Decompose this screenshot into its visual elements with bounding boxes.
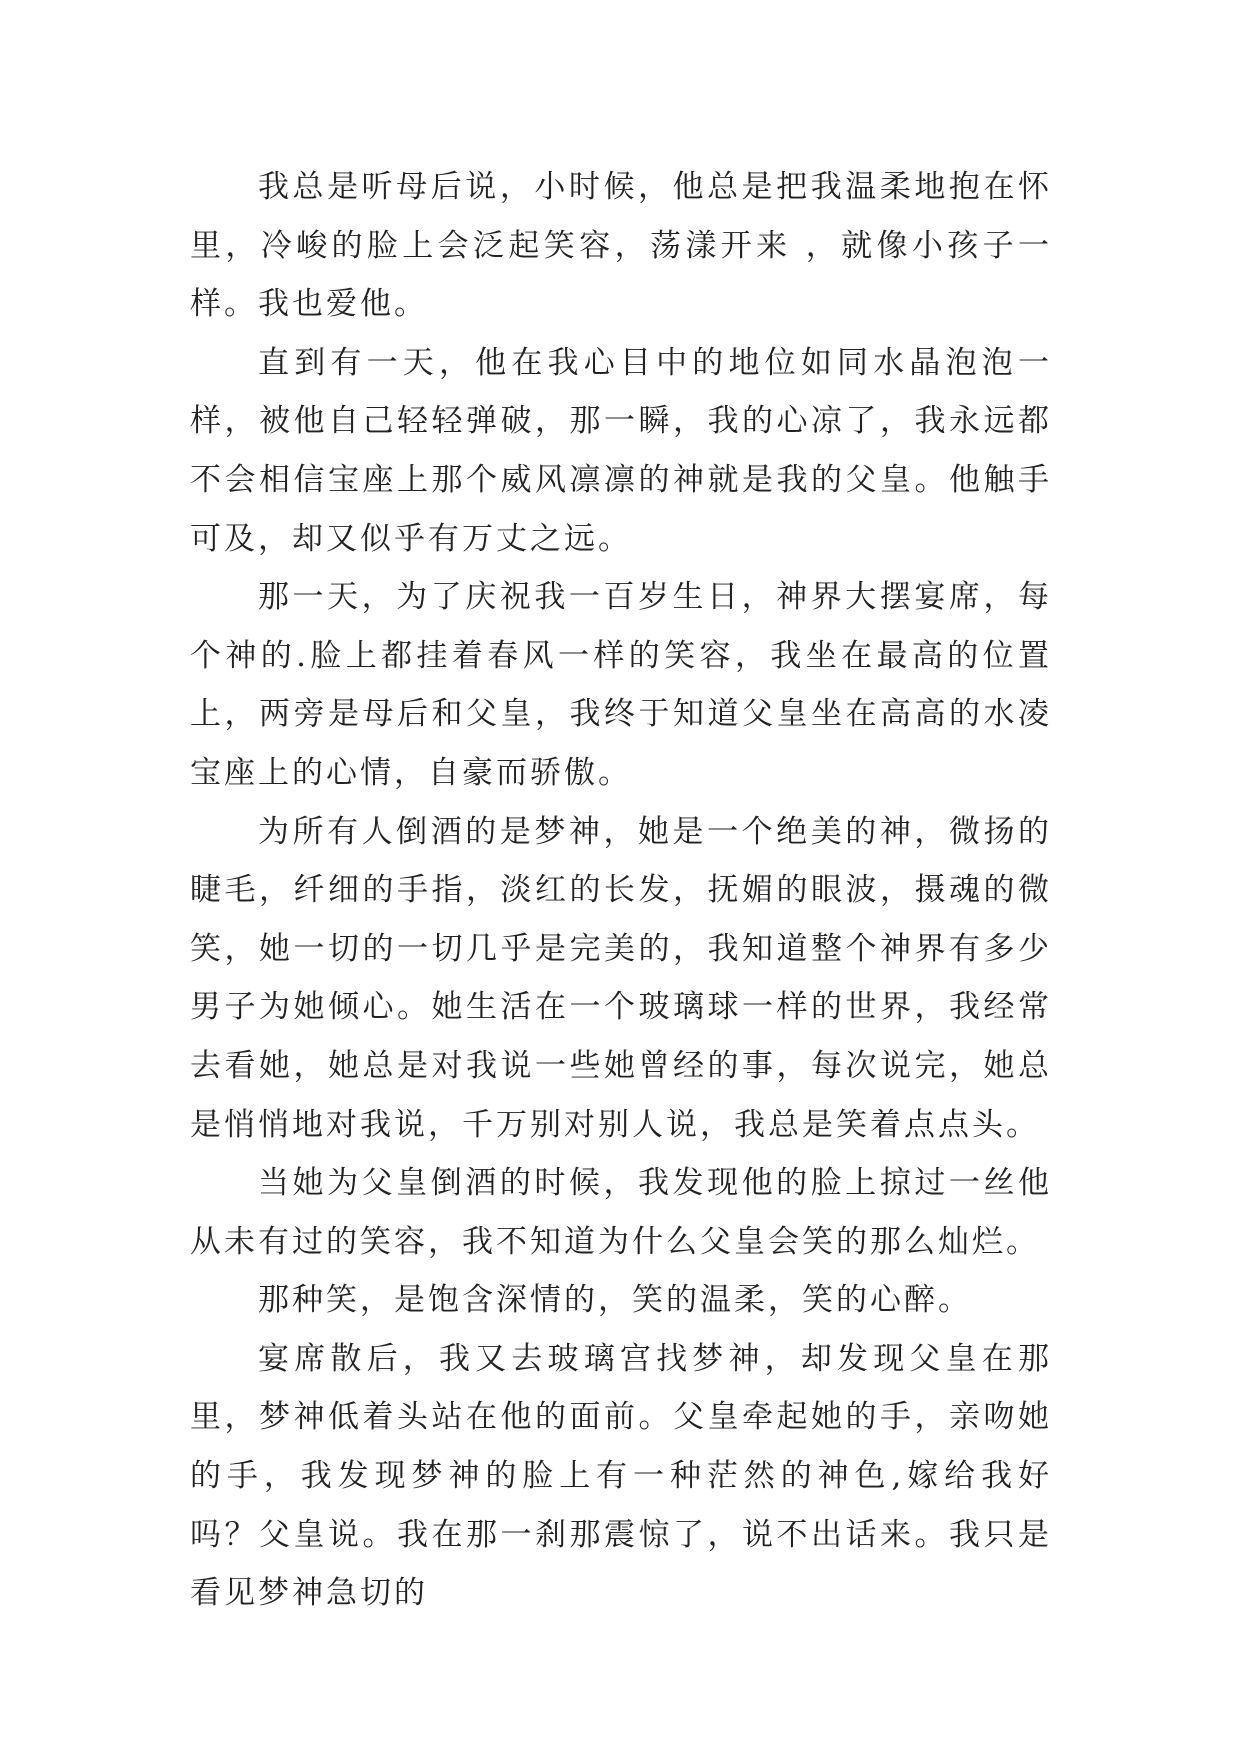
paragraph-3: 那一天，为了庆祝我一百岁生日，神界大摆宴席，每个神的.脸上都挂着春风一样的笑容，我坐在最高的位置上，两旁是母后和父皇，我终于知道父皇坐在高高的水凌宝座上的心情，自豪而骄傲。 xyxy=(190,579,1052,791)
paragraph-6: 那种笑，是饱含深情的，笑的温柔，笑的心醉。 xyxy=(258,1282,972,1319)
paragraph-4: 为所有人倒酒的是梦神，她是一个绝美的神，微扬的睫毛，纤细的手指，淡红的长发，抚媚的眼波，摄魂的微笑，她一切的一切几乎是完美的，我知道整个神界有多少男子为她倾心。她生活在一个玻璃球一样的世界，我经常去看她，她总是对我说一些她曾经的事，每次说完，她总是悄悄地对我说，千万别对别人说，我总是笑着点点头。 xyxy=(190,813,1052,1143)
paragraph-7: 宴席散后，我又去玻璃宫找梦神，却发现父皇在那里，梦神低着头站在他的面前。父皇牵起她的手，亲吻她的手，我发现梦神的脸上有一种茫然的神色,嫁给我好吗？父皇说。我在那一刹那震惊了，说不出话来。我只是看见梦神急切的 xyxy=(190,1340,1052,1612)
document-body xyxy=(190,158,1052,1623)
paragraph-1: 我总是听母后说，小时候，他总是把我温柔地抱在怀里，冷峻的脸上会泛起笑容，荡漾开来 ，就像小孩子一样。我也爱他。 xyxy=(190,169,1052,323)
paragraph-5: 当她为父皇倒酒的时候，我发现他的脸上掠过一丝他从未有过的笑容，我不知道为什么父皇会笑的那么灿烂。 xyxy=(190,1165,1052,1260)
paragraph-2: 直到有一天，他在我心目中的地位如同水晶泡泡一样，被他自己轻轻弹破，那一瞬，我的心凉了，我永远都不会相信宝座上那个威风凛凛的神就是我的父皇。他触手可及，却又似乎有万丈之远。 xyxy=(190,344,1052,557)
